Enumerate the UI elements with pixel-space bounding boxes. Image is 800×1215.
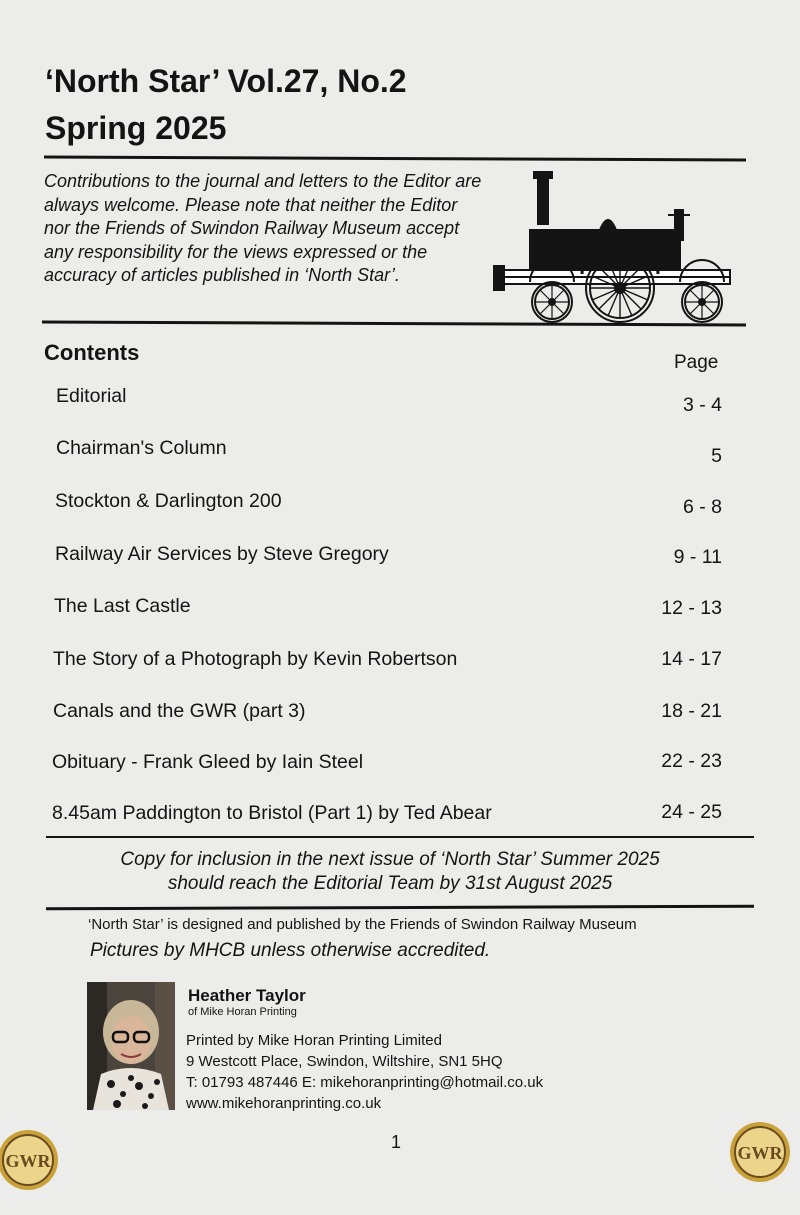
contact-company: of Mike Horan Printing [188, 1006, 297, 1018]
contents-item-pages: 22 - 23 [661, 750, 722, 772]
contents-item-pages: 24 - 25 [661, 801, 722, 823]
gwr-logo-right [728, 1120, 792, 1184]
contact-name: Heather Taylor [188, 986, 306, 1005]
contact-photo [87, 982, 175, 1110]
copy-notice-line-2: should reach the Editorial Team by 31st August 2025 [167, 873, 613, 894]
title-line-2: Spring 2025 [45, 110, 227, 146]
contents-item-title: Chairman's Column [56, 437, 227, 459]
contents-item-title: Stockton & Darlington 200 [55, 490, 282, 512]
divider-top [44, 155, 746, 161]
contents-item [0, 543, 800, 573]
printer-details [186, 1030, 543, 1114]
printer-line-name: Printed by Mike Horan Printing Limited [186, 1032, 442, 1049]
copy-notice-line-1: Copy for inclusion in the next issue of ‘North Star’ Summer 2025 [120, 849, 660, 870]
copy-deadline-notice [60, 848, 720, 896]
contents-item [0, 700, 800, 730]
contents-item-pages: 18 - 21 [661, 700, 722, 722]
contents-heading: Contents [44, 340, 140, 365]
contents-item-title: Railway Air Services by Steve Gregory [55, 543, 389, 565]
printer-line-contact: T: 01793 487446 E: mikehoranprinting@hotmail.co.uk [186, 1074, 544, 1091]
contents-item-pages: 12 - 13 [661, 597, 722, 619]
gwr-logo-text: GWR [5, 1151, 51, 1171]
divider-copy-top [46, 836, 754, 838]
intro-paragraph: Contributions to the journal and letters to the Editor are always welcome. Please note that neither the Editor nor the Friends of Swindon Railway Museum accept any responsibility for the views expressed or the accuracy of articles published in ‘North Star’. [44, 171, 482, 285]
page-number: 1 [391, 1132, 402, 1152]
contents-item-title: The Story of a Photograph by Kevin Robertson [53, 648, 458, 670]
printer-line-website: www.mikehoranprinting.co.uk [186, 1095, 382, 1112]
contents-item-pages: 9 - 11 [673, 546, 722, 568]
publisher-statement: ‘North Star’ is designed and published by the Friends of Swindon Railway Museum [88, 916, 637, 933]
contents-item-pages: 14 - 17 [661, 648, 722, 670]
contents-item [0, 751, 800, 781]
contents-item-pages: 5 [711, 445, 722, 467]
contents-item [0, 595, 800, 625]
contents-item [0, 437, 800, 467]
divider-copy-bottom [46, 905, 754, 910]
contents-item-title: Canals and the GWR (part 3) [53, 700, 306, 722]
printer-line-address: 9 Westcott Place, Swindon, Wiltshire, SN1 5HQ [186, 1053, 503, 1070]
title-line-1: ‘North Star’ Vol.27, No.2 [45, 63, 407, 99]
contents-item [0, 385, 800, 415]
contents-item-title: The Last Castle [54, 595, 191, 617]
contents-item-pages: 6 - 8 [682, 496, 722, 518]
contents-item-title: Obituary - Frank Gleed by Iain Steel [52, 751, 364, 773]
page-column-heading: Page [674, 352, 719, 373]
picture-credit: Pictures by MHCB unless otherwise accredited. [90, 940, 491, 961]
contents-item [0, 802, 800, 832]
gwr-logo-left [0, 1128, 64, 1192]
contents-item-title: Editorial [56, 385, 127, 407]
contents-item-title: 8.45am Paddington to Bristol (Part 1) by Ted Abear [52, 802, 492, 824]
journal-title [45, 58, 407, 152]
gwr-logo-text: GWR [737, 1143, 783, 1163]
contents-item [0, 490, 800, 520]
steam-locomotive-illustration [490, 170, 740, 325]
contents-item [0, 648, 800, 678]
contents-item-pages: 3 - 4 [682, 394, 722, 416]
